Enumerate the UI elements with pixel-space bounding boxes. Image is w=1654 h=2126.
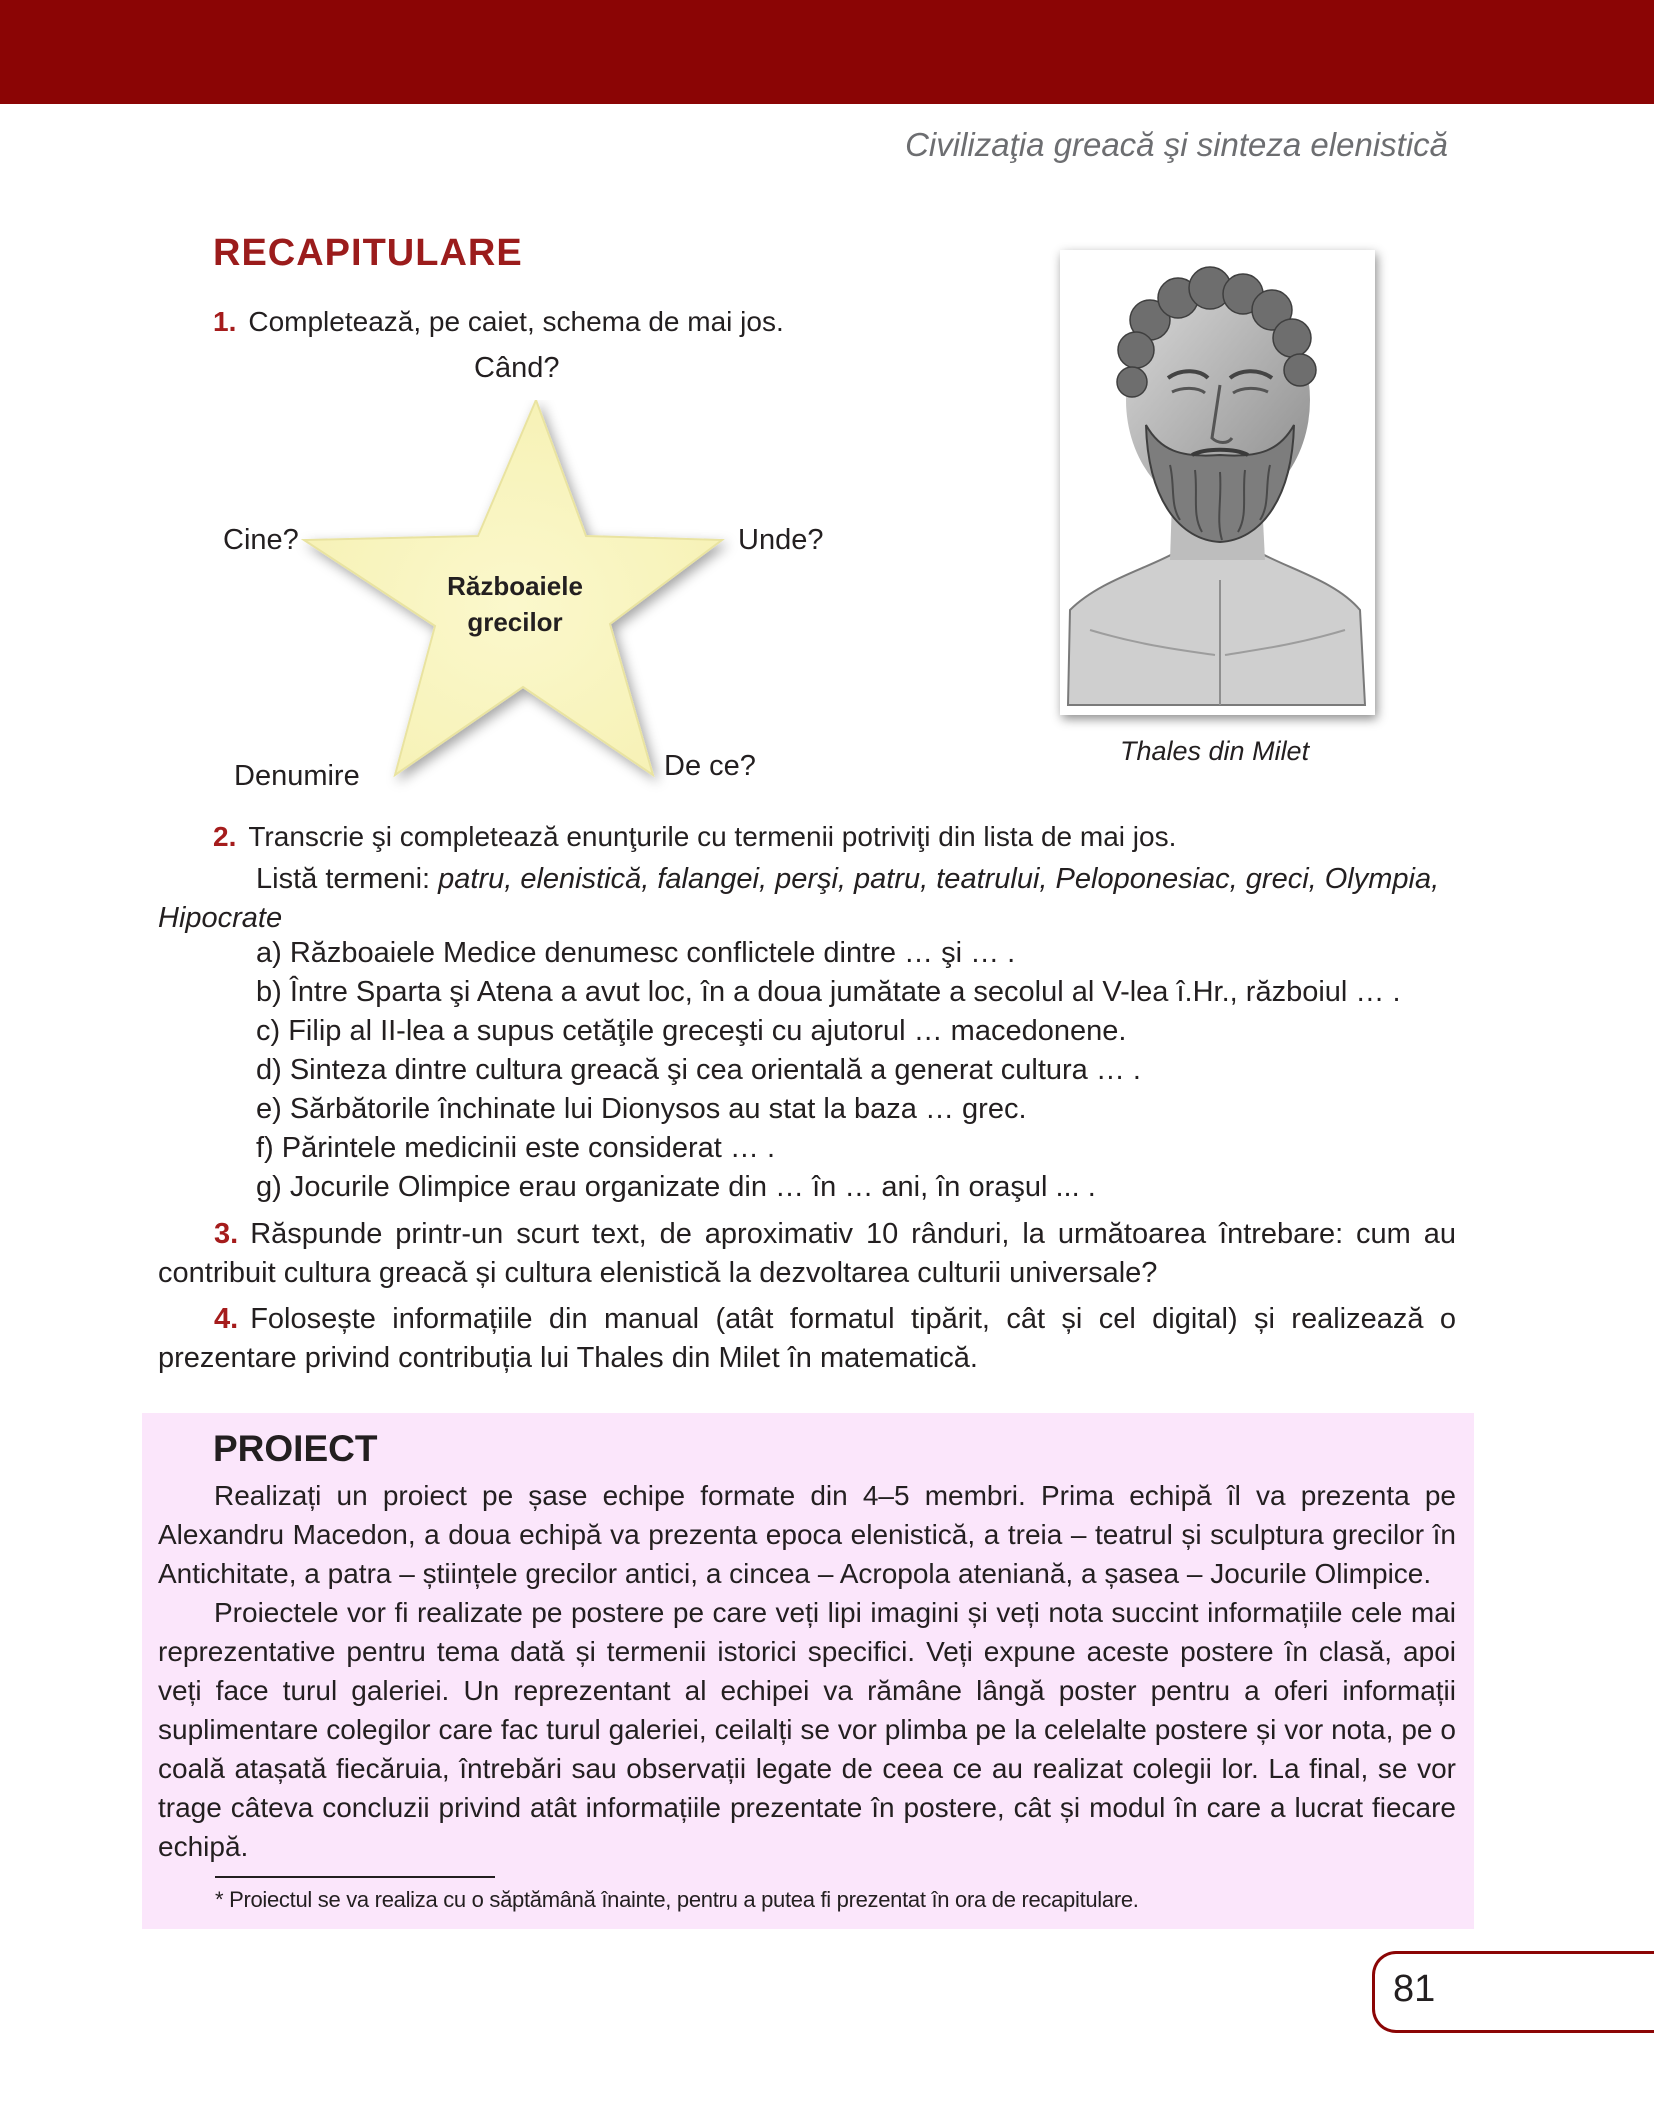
- question-3: [158, 1215, 1456, 1293]
- portrait-caption: Thales din Milet: [1120, 736, 1310, 766]
- question-number: 2.: [213, 821, 237, 852]
- list-item-b: b) Între Sparta şi Atena a avut loc, în a doua jumătate a secolul al V-lea î.Hr., războiul … .: [256, 976, 1401, 1008]
- list-item-f: f) Părintele medicinii este considerat … .: [256, 1132, 775, 1164]
- header-bar: [0, 0, 1654, 104]
- list-item-d: d) Sinteza dintre cultura greacă şi cea orientală a generat cultura … .: [256, 1054, 1141, 1086]
- question-text: Completează, pe caiet, schema de mai jos.: [248, 306, 784, 337]
- question-number: 1.: [213, 306, 237, 337]
- project-paragraph-1: Realizați un proiect pe șase echipe formate din 4–5 membri. Prima echipă îl va prezenta pe Alexandru Macedon, a doua echipă va prezenta epoca elenistică, a treia – teatrul și sculptura grecilor în Antichitate, a patra – științele grecilor antici, a cincea – Acropola ateniană, a șasea – Jocurile Olimpice.: [158, 1480, 1456, 1589]
- project-paragraph-2: Proiectele vor fi realizate pe postere pe care veți lipi imagini și veți nota succint informațiile cele mai reprezentative pentru tema dată și termenii istorici specifici. Veți expune aceste postere în clasă, apoi veți face turul galeriei. Un reprezentant al echipei va rămâne lângă poster pentru a oferi informații suplimentare colegilor care fac turul galeriei, ceilalți se vor plimba pe la celelalte postere și vor nota, pe o coală atașată fiecăruia, întrebări sau observații legate de ceea ce au realizat colegii lor. La final, se vor trage câteva concluzii privind atât informațiile prezentate în postere, cât și modul în care a lucrat fiecare echipă.: [158, 1597, 1456, 1862]
- label-who: Cine?: [223, 524, 299, 556]
- question-number: 4.: [214, 1303, 239, 1335]
- label-name: Denumire: [234, 760, 360, 792]
- list-item-a: a) Războaiele Medice denumesc conflictele dintre … şi … .: [256, 937, 1016, 969]
- question-number: 3.: [214, 1218, 239, 1250]
- page-number: 81: [1393, 1968, 1436, 2010]
- question-1: [213, 302, 784, 341]
- center-line-1: Războaiele: [447, 571, 583, 601]
- footnote: * Proiectul se va realiza cu o săptămână înainte, pentru a putea fi prezentat în ora de recapitulare.: [215, 1887, 1139, 1912]
- question-text: Răspunde printr-un scurt text, de aproximativ 10 rânduri, la următoarea întrebare: cum au contribuit cultura greacă și cultura elenistică la dezvoltarea culturii universale?: [158, 1218, 1456, 1289]
- label-where: Unde?: [738, 524, 824, 556]
- term-list-prefix: Listă termeni:: [256, 863, 439, 895]
- term-list: [158, 860, 1458, 938]
- list-item-g: g) Jocurile Olimpice erau organizate din … în … ani, în oraşul ... .: [256, 1171, 1096, 1203]
- label-when: Când?: [474, 352, 560, 384]
- term-list-terms: patru, elenistică, falangei, perşi, patru, teatrului, Peloponesiac, greci, Olympia, Hipocrate: [158, 863, 1440, 934]
- project-title: PROIECT: [213, 1428, 378, 1469]
- section-title: RECAPITULARE: [213, 232, 523, 274]
- question-2: [213, 817, 1176, 856]
- question-text: Transcrie şi completează enunţurile cu termenii potriviţi din lista de mai jos.: [248, 821, 1177, 852]
- list-item-e: e) Sărbătorile închinate lui Dionysos au stat la baza … grec.: [256, 1093, 1027, 1125]
- footnote-rule: [215, 1876, 495, 1878]
- label-why: De ce?: [664, 750, 756, 782]
- question-4: [158, 1300, 1456, 1378]
- bust-portrait-icon: [1060, 250, 1375, 715]
- list-item-c: c) Filip al II-lea a supus cetăţile greceşti cu ajutorul … macedonene.: [256, 1015, 1127, 1047]
- center-line-2: grecilor: [467, 607, 563, 637]
- running-title: Civilizaţia greacă şi sinteza elenistică: [905, 126, 1448, 163]
- diagram-center-label: [420, 568, 610, 640]
- thales-portrait: [1060, 250, 1375, 715]
- question-text: Folosește informațiile din manual (atât formatul tipărit, cât și cel digital) și realizează o prezentare privind contribuția lui Thales din Milet în matematică.: [158, 1303, 1456, 1374]
